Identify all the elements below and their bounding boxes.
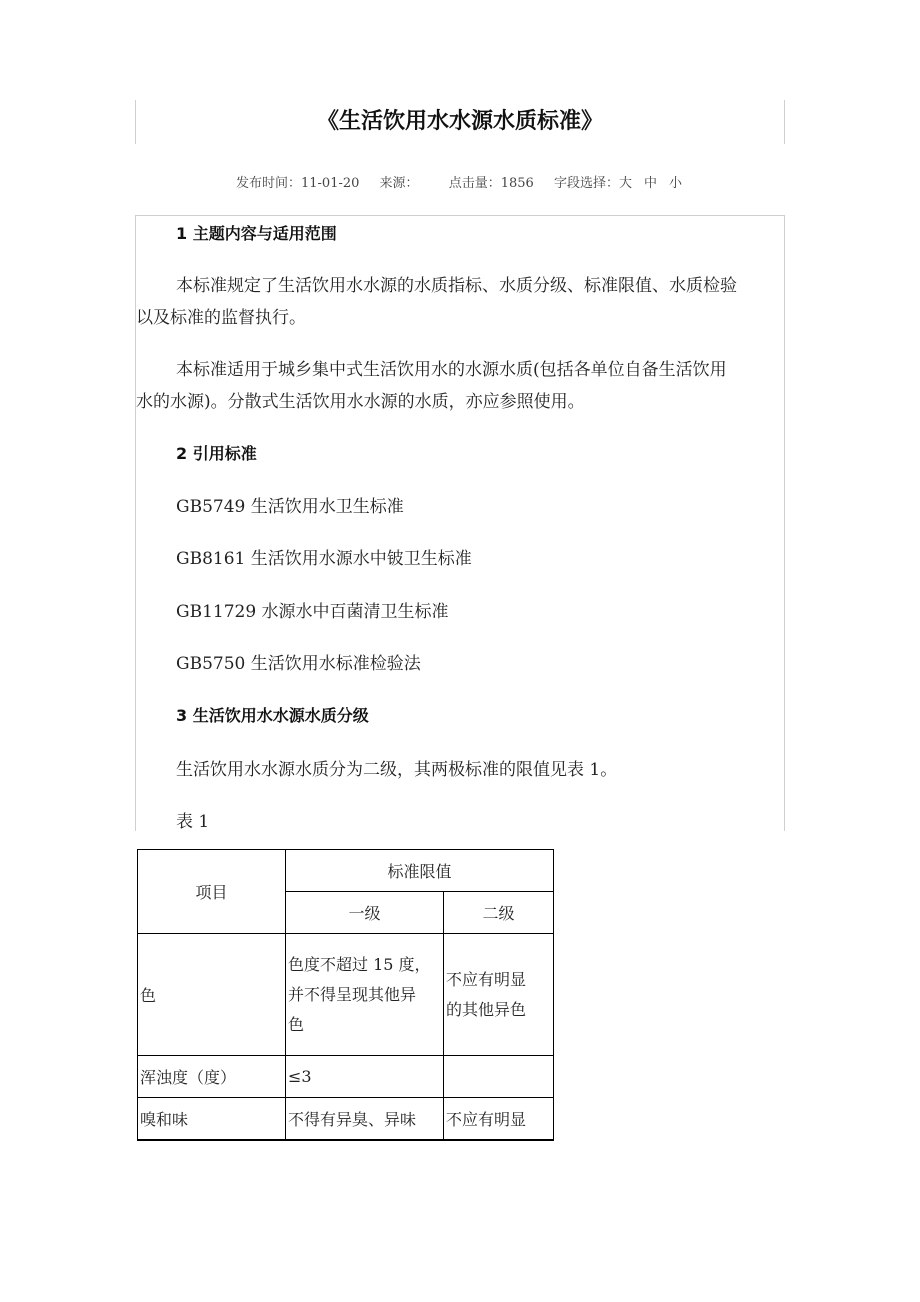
- reference-item: GB11729 水源水中百菌清卫生标准: [176, 602, 449, 622]
- article-meta: [135, 172, 783, 191]
- paragraph-line: 以及标准的监督执行。: [136, 308, 306, 328]
- cell-item: 嗅和味: [138, 1098, 286, 1140]
- paragraph-line: 本标准规定了生活饮用水水源的水质指标、水质分级、标准限值、水质检验: [176, 276, 737, 296]
- clicks-label: 点击量：: [448, 176, 501, 191]
- paragraph-line: 水的水源)。分散式生活饮用水水源的水质，亦应参照使用。: [136, 392, 585, 412]
- section-heading-1: 1 主题内容与适用范围: [176, 224, 337, 243]
- clicks-count: 1856: [500, 176, 534, 191]
- table-caption: 表 1: [176, 812, 210, 832]
- paragraph-line: 生活饮用水水源水质分为二级，其两极标准的限值见表 1。: [176, 760, 618, 780]
- table-row: [138, 934, 554, 1056]
- reference-item: GB8161 生活饮用水源水中铍卫生标准: [176, 549, 472, 569]
- cell-line: 色: [288, 1014, 305, 1034]
- cell-level-2: [444, 1056, 554, 1098]
- cell-item: 色: [138, 934, 286, 1056]
- reference-item: GB5749 生活饮用水卫生标准: [176, 497, 404, 517]
- source-label: 来源：: [379, 176, 419, 191]
- header-limit: 标准限值: [286, 850, 554, 892]
- font-size-label: 字段选择：: [553, 176, 619, 191]
- cell-line: 并不得呈现其他异: [288, 984, 417, 1004]
- cell-line: 色度不超过 15 度，: [288, 954, 431, 974]
- section-heading-2: 2 引用标准: [176, 444, 257, 463]
- cell-level-2: 不应有明显: [444, 1098, 554, 1140]
- cell-line: 的其他异色: [446, 999, 527, 1019]
- paragraph-line: 本标准适用于城乡集中式生活饮用水的水源水质(包括各单位自备生活饮用: [176, 360, 727, 380]
- table-row: [138, 1098, 554, 1140]
- header-level-1: 一级: [286, 892, 444, 934]
- section-heading-3: 3 生活饮用水水源水质分级: [176, 706, 369, 725]
- article-body: [135, 215, 785, 831]
- header-item: 项目: [138, 850, 286, 934]
- reference-item: GB5750 生活饮用水标准检验法: [176, 654, 421, 674]
- publish-date: 11-01-20: [300, 176, 360, 191]
- water-quality-table: [137, 849, 554, 1141]
- font-size-medium[interactable]: 中: [643, 176, 657, 191]
- cell-level-1: 不得有异臭、异味: [286, 1098, 444, 1140]
- cell-level-1: [286, 934, 444, 1056]
- header-level-2: 二级: [444, 892, 554, 934]
- title-box: [135, 100, 785, 144]
- cell-item: 浑浊度（度）: [138, 1056, 286, 1098]
- cell-level-1: ≤3: [286, 1056, 444, 1098]
- table-row: [138, 1056, 554, 1098]
- font-size-large[interactable]: 大: [618, 176, 632, 191]
- font-size-small[interactable]: 小: [669, 176, 683, 191]
- publish-label: 发布时间：: [235, 176, 301, 191]
- page-title: 《生活饮用水水源水质标准》: [316, 109, 603, 134]
- cell-level-2: [444, 934, 554, 1056]
- cell-line: 不应有明显: [446, 969, 527, 989]
